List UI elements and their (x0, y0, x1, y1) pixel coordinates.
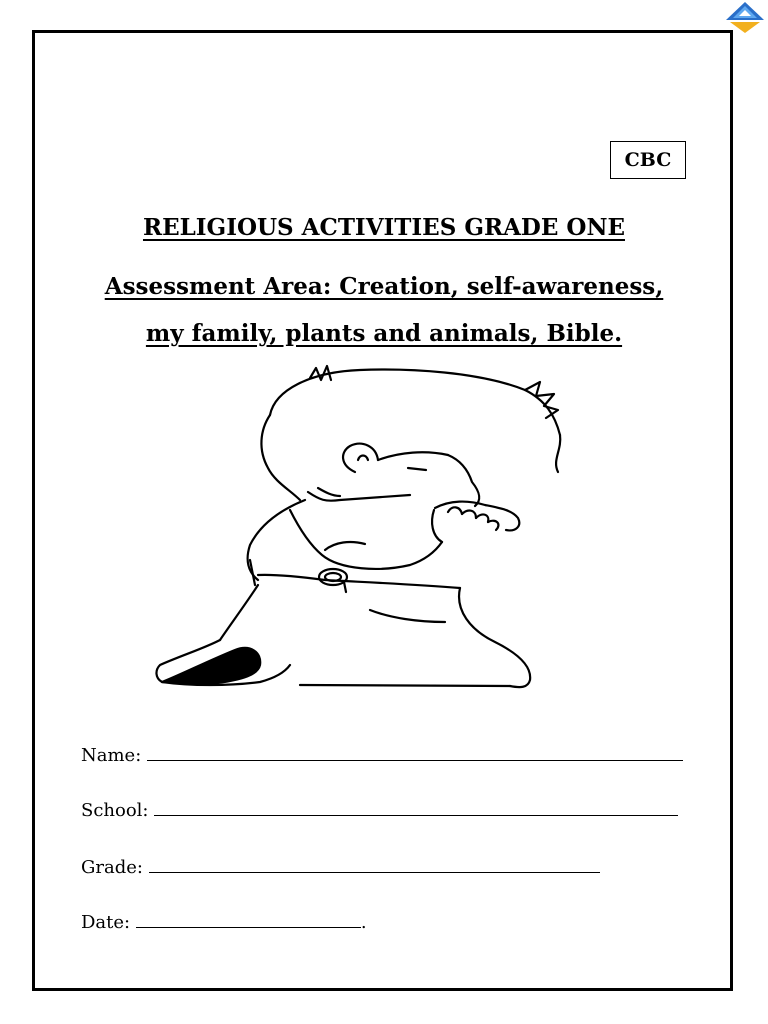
school-field[interactable] (81, 800, 678, 821)
school-blank-line[interactable] (154, 801, 678, 816)
page-title: RELIGIOUS ACTIVITIES GRADE ONE (142, 214, 625, 241)
date-suffix: . (360, 912, 367, 933)
cbc-label: CBC (624, 149, 672, 171)
praying-child-illustration (150, 360, 590, 695)
name-label: Name: (81, 745, 142, 766)
school-label: School: (81, 800, 149, 821)
grade-label: Grade: (81, 857, 143, 878)
assessment-area-line-1: Assessment Area: Creation, self-awareness, (104, 273, 664, 300)
name-blank-line[interactable] (147, 746, 683, 761)
grade-blank-line[interactable] (149, 858, 600, 873)
date-blank-line[interactable] (136, 913, 361, 928)
grade-field[interactable] (81, 857, 600, 878)
assessment-area-line-2: my family, plants and animals, Bible. (145, 320, 623, 347)
name-field[interactable] (81, 745, 683, 766)
date-field[interactable] (81, 912, 367, 933)
cbc-badge (610, 141, 686, 179)
date-label: Date: (81, 912, 131, 933)
